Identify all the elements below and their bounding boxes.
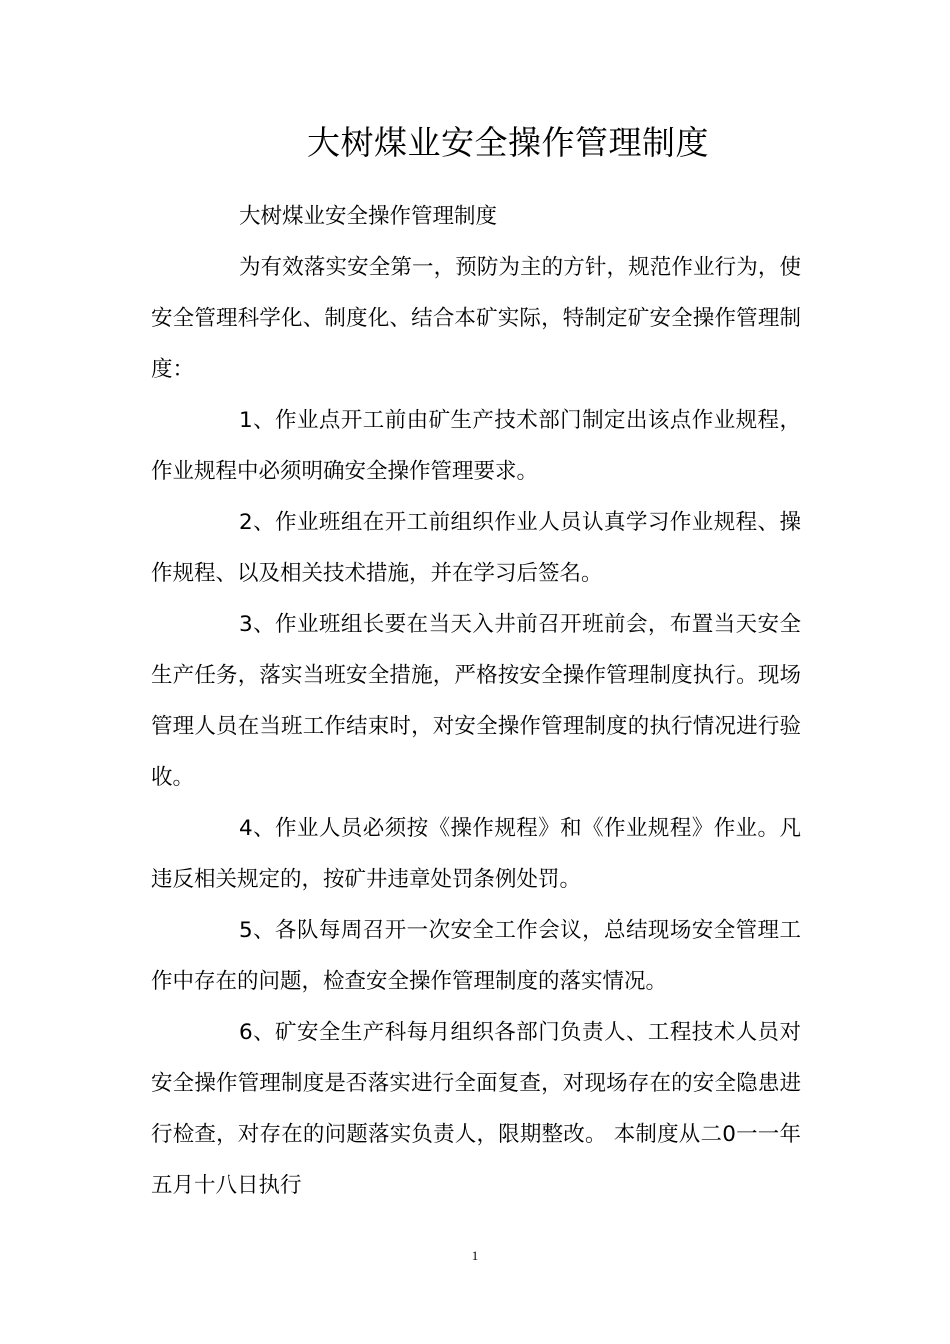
page-number: 1 (471, 1248, 479, 1263)
document-body (151, 191, 801, 1211)
paragraph-item-6: 6、矿安全生产科每月组织各部门负责人、工程技术人员对安全操作管理制度是否落实进行全面复查，对现场存在的安全隐患进行检查，对存在的问题落实负责人，限期整改。 本制度从二0一一年五月十八日执行 (151, 1020, 801, 1198)
paragraph-item-1: 1、作业点开工前由矿生产技术部门制定出该点作业规程，作业规程中必须明确安全操作管理要求。 (151, 408, 801, 484)
paragraph-item-4: 4、作业人员必须按《操作规程》和《作业规程》作业。凡违反相关规定的，按矿井违章处罚条例处罚。 (151, 816, 801, 892)
paragraph-subtitle: 大树煤业安全操作管理制度 (239, 204, 498, 229)
paragraph-item-3: 3、作业班组长要在当天入井前召开班前会，布置当天安全生产任务，落实当班安全措施，严格按安全操作管理制度执行。现场管理人员在当班工作结束时，对安全操作管理制度的执行情况进行验收。 (151, 612, 801, 790)
paragraph-item-2: 2、作业班组在开工前组织作业人员认真学习作业规程、操作规程、以及相关技术措施，并在学习后签名。 (151, 510, 801, 586)
paragraph-intro: 为有效落实安全第一，预防为主的方针，规范作业行为，使安全管理科学化、制度化、结合本矿实际，特制定矿安全操作管理制度： (151, 255, 801, 382)
paragraph-item-5: 5、各队每周召开一次安全工作会议，总结现场安全管理工作中存在的问题，检查安全操作管理制度的落实情况。 (151, 918, 801, 994)
document-title: 大树煤业安全操作管理制度 (307, 123, 709, 162)
